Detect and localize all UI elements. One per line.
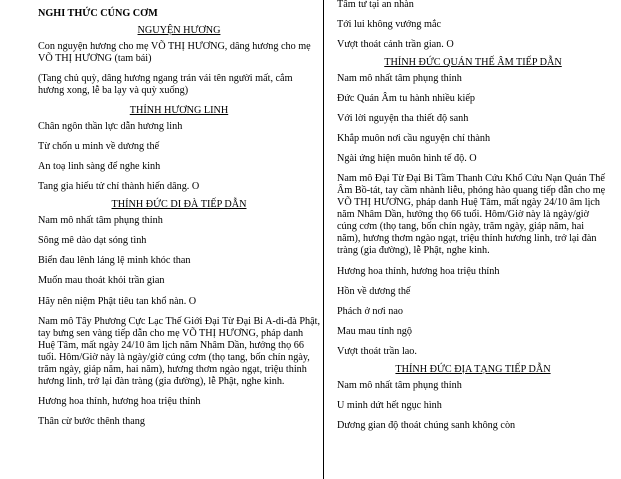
column-divider xyxy=(323,0,324,479)
verse-line: Nam mô nhất tâm phụng thỉnh xyxy=(337,379,462,391)
verse-line: Nam mô nhất tâm phụng thỉnh xyxy=(38,215,163,227)
paragraph: Con nguyện hương cho mẹ VÕ THỊ HƯƠNG, dâng hương cho mẹ VÕ THỊ HƯƠNG (tam bái) xyxy=(38,41,311,65)
verse-line: Tâm tư tại an nhàn xyxy=(337,0,414,10)
verse-line: Muốn mau thoát khỏi trần gian xyxy=(38,275,165,287)
document-title: NGHI THỨC CÚNG CƠM xyxy=(38,8,158,19)
verse-line: Sông mê dào dạt sóng tình xyxy=(38,235,147,247)
heading-thinh-huong-linh: THỈNH HƯƠNG LINH xyxy=(129,105,229,117)
left-column xyxy=(38,8,320,436)
verse-line: Tới lui không vướng mắc xyxy=(337,19,442,31)
verse-line: Với lời nguyện tha thiết độ sanh xyxy=(337,113,469,125)
verse-line: Dương gian độ thoát chúng sanh không còn xyxy=(337,419,516,431)
verse-line: Biển đau lênh láng lệ minh khóc than xyxy=(38,255,191,267)
verse-line: Hương hoa thỉnh, hương hoa triệu thỉnh xyxy=(337,265,500,277)
verse-line: Vượt thoát trần lao. xyxy=(337,345,417,357)
verse-line: Khắp muôn nơi cầu nguyện chí thành xyxy=(337,133,491,145)
heading-thinh-duc-di-da: THỈNH ĐỨC DI ĐÀ TIẾP DẪN xyxy=(111,199,247,211)
verse-line: Tang gia hiếu tử chí thành hiến dâng. O xyxy=(38,181,200,193)
instruction-paragraph: (Tang chủ quỳ, dâng hương ngang trán vái tên người mất, cắm hương xong, lễ ba lạy và quỳ xuống) xyxy=(38,73,293,97)
verse-line: Phách ở nơi nao xyxy=(337,305,403,317)
verse-line: Nam mô nhất tâm phụng thỉnh xyxy=(337,73,462,85)
verse-line: An toạ linh sàng để nghe kinh xyxy=(38,161,161,173)
heading-thinh-duc-dia-tang: THỈNH ĐỨC ĐỊA TẠNG TIẾP DẪN xyxy=(395,363,551,375)
verse-line: Từ chốn u minh về dương thế xyxy=(38,141,160,153)
invocation-paragraph: Nam mô Tây Phương Cực Lạc Thế Giới Đại Từ Đại Bi A-di-đà Phật, tay bưng sen vàng tiếp dẫn cho mẹ VÕ THỊ HƯƠNG, pháp danh Huệ Tâm, mất ngày 24/10 âm lịch năm Nhâm Dần, hưởng thọ 66 tuổi. Hôm/Giờ này là ngày/giờ cúng cơm (thọ tang, bốn chín ngày, trăm ngày, giáp năm, hai năm), hương thơm ngào ngạt, triệu thỉnh hương linh, trở lại đàn tràng (gia đường), lễ Phật, nghe kinh. xyxy=(38,315,320,387)
verse-line: U minh dứt hết ngục hình xyxy=(337,399,442,411)
verse-line: Hương hoa thỉnh, hương hoa triệu thỉnh xyxy=(38,395,201,407)
right-column xyxy=(337,0,609,440)
verse-line: Vượt thoát cảnh trần gian. O xyxy=(337,39,454,51)
verse-line: Đức Quán Âm tu hành nhiều kiếp xyxy=(337,93,475,105)
heading-nguyen-huong: NGUYỆN HƯƠNG xyxy=(137,25,221,37)
invocation-paragraph: Nam mô Đại Từ Đại Bi Tầm Thanh Cứu Khổ Cứu Nạn Quán Thế Âm Bồ-tát, tay cầm nhành liễu, phóng hào quang tiếp dẫn cho mẹ VÕ THỊ HƯƠNG, pháp danh Huệ Tâm, mất ngày 24/10 âm lịch năm Nhâm Dần, hưởng thọ 66 tuổi. Hôm/Giờ này là ngày/giờ cúng cơm (thọ tang, bốn chín ngày, trăm ngày, giáp năm, hai năm), hương thơm ngào ngạt, triệu thỉnh hương linh, trở lại đàn tràng (gia đường), lễ Phật, nghe kinh. xyxy=(337,173,606,257)
verse-line: Ngài ứng hiện muôn hình tế độ. O xyxy=(337,153,477,165)
verse-line: Mau mau tỉnh ngộ xyxy=(337,325,412,337)
verse-line: Hồn về dương thế xyxy=(337,285,411,297)
verse-line: Chân ngôn thần lực dẫn hương linh xyxy=(38,121,183,133)
verse-line: Hãy nên niệm Phật tiêu tan khổ nàn. O xyxy=(38,295,197,307)
verse-line: Thân cừ bước thênh thang xyxy=(38,415,145,427)
heading-thinh-duc-quan-the-am: THỈNH ĐỨC QUÁN THẾ ÂM TIẾP DẪN xyxy=(384,57,562,69)
